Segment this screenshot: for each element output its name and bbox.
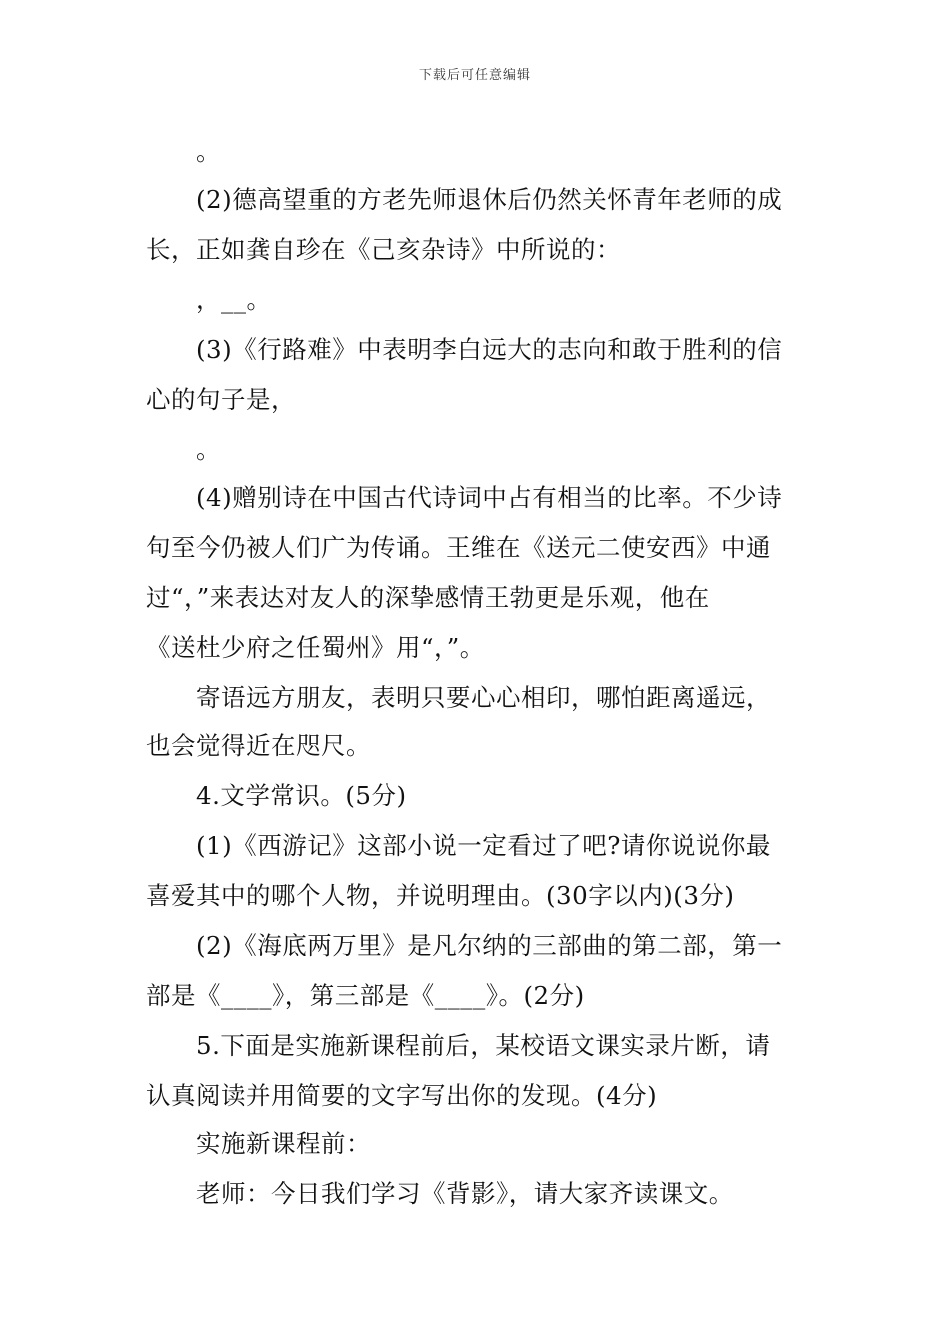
- text-line: 也会觉得近在咫尺。: [146, 731, 371, 760]
- text-line: (4)赠别诗在中国古代诗词中占有相当的比率。不少诗: [196, 483, 783, 512]
- text-line: 。: [196, 137, 221, 166]
- page-header: 下载后可任意编辑: [418, 68, 531, 83]
- text-line: 句至今仍被人们广为传诵。王维在《送元二使安西》中通: [146, 533, 771, 562]
- text-line: 部是《____》，第三部是《____》。(2分): [146, 981, 585, 1010]
- text-line: ，__。: [196, 285, 272, 314]
- text-line: 认真阅读并用简要的文字写出你的发现。(4分): [146, 1081, 658, 1110]
- text-line: 长，正如龚自珍在《己亥杂诗》中所说的：: [146, 235, 621, 264]
- text-line: 寄语远方朋友，表明只要心心相印，哪怕距离遥远，: [196, 683, 771, 712]
- text-line: (3)《行路难》中表明李白远大的志向和敢于胜利的信: [196, 335, 783, 364]
- text-line: (2)《海底两万里》是凡尔纳的三部曲的第二部，第一: [196, 931, 783, 960]
- text-line: 5.下面是实施新课程前后，某校语文课实录片断，请: [196, 1031, 771, 1060]
- text-line: 过“，”来表达对友人的深挚感情王勃更是乐观，他在: [146, 583, 710, 612]
- text-line: 。: [196, 435, 221, 464]
- text-line: 《送杜少府之任蜀州》用“，”。: [146, 633, 485, 662]
- text-line: (2)德高望重的方老先师退休后仍然关怀青年老师的成: [196, 185, 783, 214]
- text-line: 心的句子是，: [146, 385, 296, 414]
- text-line: (1)《西游记》这部小说一定看过了吧?请你说说你最: [196, 831, 771, 860]
- text-line: 4.文学常识。(5分): [196, 781, 407, 810]
- text-line: 实施新课程前：: [196, 1129, 371, 1158]
- text-line: 喜爱其中的哪个人物，并说明理由。(30字以内)(3分): [146, 881, 735, 910]
- text-line: 老师：今日我们学习《背影》，请大家齐读课文。: [196, 1179, 734, 1208]
